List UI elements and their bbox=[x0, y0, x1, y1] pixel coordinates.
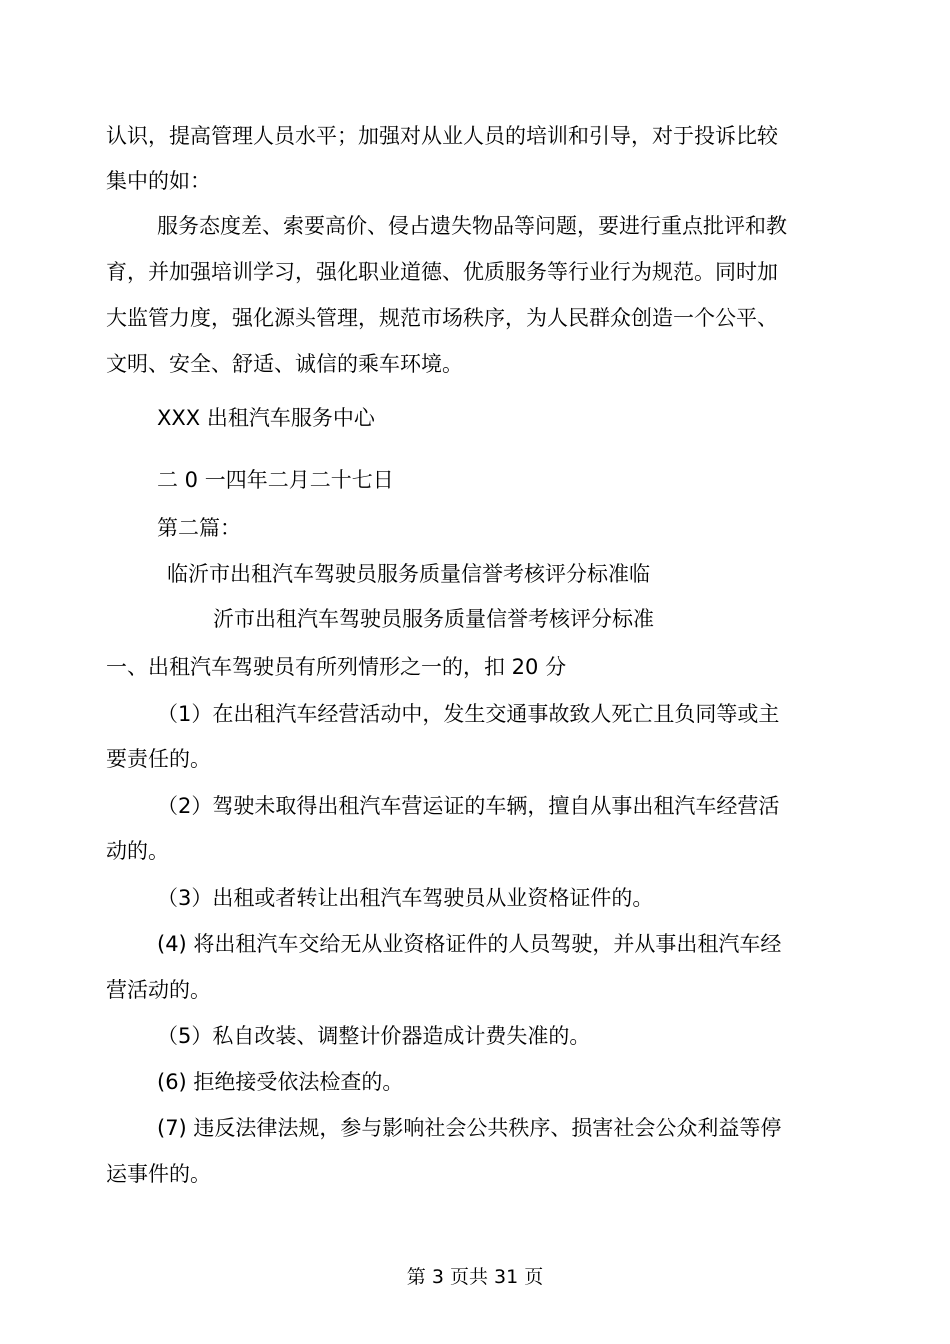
list-item: (6) 拒绝接受依法检查的。 bbox=[157, 1070, 404, 1094]
text-line: 育，并加强培训学习，强化职业道德、优质服务等行业行为规范。同时加 bbox=[106, 260, 778, 284]
list-item: 要责任的。 bbox=[106, 747, 211, 771]
text-line: 大监管力度，强化源头管理，规范市场秩序，为人民群众创造一个公平、 bbox=[106, 306, 778, 330]
list-item: (7) 违反法律法规，参与影响社会公共秩序、损害社会公众利益等停 bbox=[157, 1116, 782, 1140]
text-line: 认识，提高管理人员水平；加强对从业人员的培训和引导，对于投诉比较 bbox=[106, 124, 778, 148]
signature-org: XXX 出租汽车服务中心 bbox=[157, 406, 375, 430]
title-line: 临沂市出租汽车驾驶员服务质量信誉考核评分标准临 bbox=[167, 562, 650, 586]
list-item: （5）私自改装、调整计价器造成计费失准的。 bbox=[157, 1024, 591, 1048]
signature-date: 二 0 一四年二月二十七日 bbox=[157, 468, 394, 492]
list-item: （3）出租或者转让出租汽车驾驶员从业资格证件的。 bbox=[157, 886, 654, 910]
text-line: 服务态度差、索要高价、侵占遗失物品等问题，要进行重点批评和教 bbox=[157, 214, 787, 238]
list-item: 营活动的。 bbox=[106, 978, 211, 1002]
list-item: 运事件的。 bbox=[106, 1162, 211, 1186]
text-line: 集中的如： bbox=[106, 169, 211, 193]
list-item: 动的。 bbox=[106, 839, 169, 863]
page-number-footer: 第 3 页共 31 页 bbox=[406, 1266, 544, 1288]
list-item: （2）驾驶未取得出租汽车营运证的车辆，擅自从事出租汽车经营活 bbox=[157, 794, 780, 818]
clause-heading: 一、出租汽车驾驶员有所列情形之一的，扣 20 分 bbox=[106, 655, 567, 679]
section-heading: 第二篇： bbox=[157, 516, 241, 540]
text-line: 文明、安全、舒适、诚信的乘车环境。 bbox=[106, 352, 463, 376]
list-item: （1）在出租汽车经营活动中，发生交通事故致人死亡且负同等或主 bbox=[157, 702, 780, 726]
title-line: 沂市出租汽车驾驶员服务质量信誉考核评分标准 bbox=[213, 607, 654, 631]
list-item: (4) 将出租汽车交给无从业资格证件的人员驾驶，并从事出租汽车经 bbox=[157, 932, 782, 956]
